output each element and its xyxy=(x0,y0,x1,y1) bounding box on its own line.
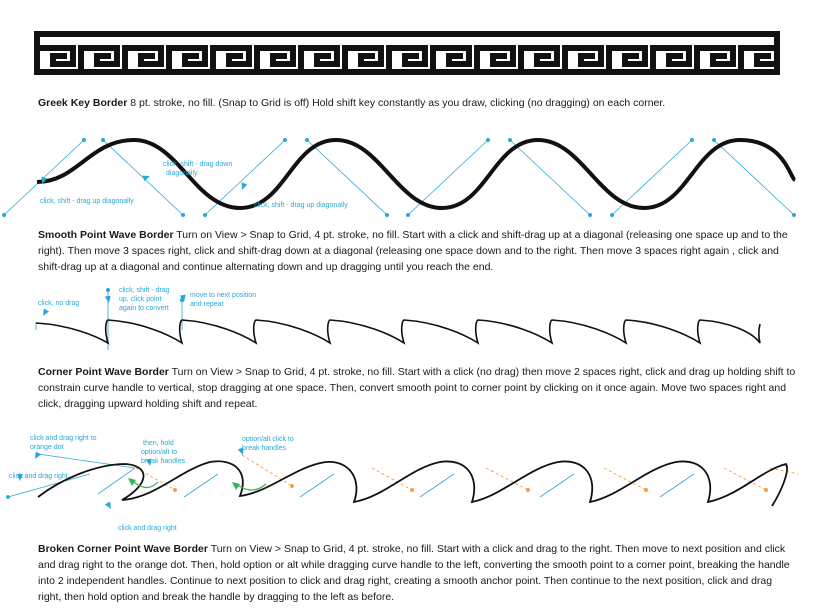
corner-annotation-3b: and repeat xyxy=(190,301,224,308)
section-body: Turn on View > Snap to Grid, 4 pt. stroke, no fill. Start with a click (no drag) then move 2 spaces right, click and drag up holding shift to constrain curve handle to vertical, stop dragging at one space. Then, convert smooth point to corner point by clicking on it once again. Move two spaces right and click, dragging upward holding shift and repeat. xyxy=(38,366,796,410)
broken-annotation-3c: break handles xyxy=(141,458,185,465)
smooth-annotation-3: click, shift - drag up diagonally xyxy=(254,202,348,209)
corner-wave-description xyxy=(38,364,798,412)
broken-corner-wave xyxy=(7,447,799,510)
section-body: Turn on View > Snap to Grid, 4 pt. stroke, no fill. Start with a click and drag to the right. Then move to next position and click and drag right to the orange dot. Then, hold option or alt while dragging curve handle to the left, converting the smooth point to a corner point, breaking the handle into 2 independent handles. Continue to next position to click and drag right, creating a smooth anchor point. Then continue to the next position, click and drag right, then hold option and break the handle by dragging to the left as before. xyxy=(38,543,790,603)
broken-annotation-3b: option/alt to xyxy=(141,449,178,456)
broken-annotation-1b: orange dot xyxy=(30,444,64,451)
broken-annotation-2: click and drag right xyxy=(9,473,68,480)
broken-annotation-4a: option/alt click to xyxy=(242,436,294,443)
smooth-annotation-2a: click, shift - drag down xyxy=(163,161,233,168)
broken-annotation-5: click and drag right xyxy=(118,525,177,532)
broken-annotation-4b: break handles xyxy=(242,445,286,452)
greek-key-description xyxy=(38,95,798,111)
broken-annotation-1a: click and drag right to xyxy=(30,435,97,442)
corner-annotation-3a: move to next position xyxy=(190,292,257,299)
corner-annotation-2b: up, click point xyxy=(119,296,162,303)
section-title: Smooth Point Wave Border xyxy=(38,229,174,241)
smooth-annotation-1: click, shift - drag up diagonally xyxy=(40,198,134,205)
greek-key-border xyxy=(37,34,777,72)
section-title: Broken Corner Point Wave Border xyxy=(38,543,208,555)
broken-wave-description xyxy=(38,541,798,605)
section-body: Turn on View > Snap to Grid, 4 pt. stroke, no fill. Start with a click and shift-drag up at a diagonal (releasing one space up and to the right). Then move 3 spaces right, click and shift-drag down at a diagonal (releasing one space down and to the right. Then move 3 spaces right again , click and shift-drag up at a diagonal and continue alternating down and up dragging until you reach the end. xyxy=(38,229,788,273)
corner-annotation-2c: again to convert xyxy=(119,305,169,312)
section-title: Greek Key Border xyxy=(38,97,128,109)
smooth-annotation-2b: diagonally xyxy=(166,170,198,177)
smooth-wave-description xyxy=(38,227,798,275)
section-title: Corner Point Wave Border xyxy=(38,366,169,378)
section-body: 8 pt. stroke, no fill. (Snap to Grid is off) Hold shift key constantly as you draw, clicking (no dragging) on each corner. xyxy=(130,97,666,109)
broken-annotation-3a: then, hold xyxy=(143,440,174,447)
corner-annotation-1: click, no drag xyxy=(38,300,80,307)
corner-annotation-2a: click, shift - drag xyxy=(119,287,170,294)
